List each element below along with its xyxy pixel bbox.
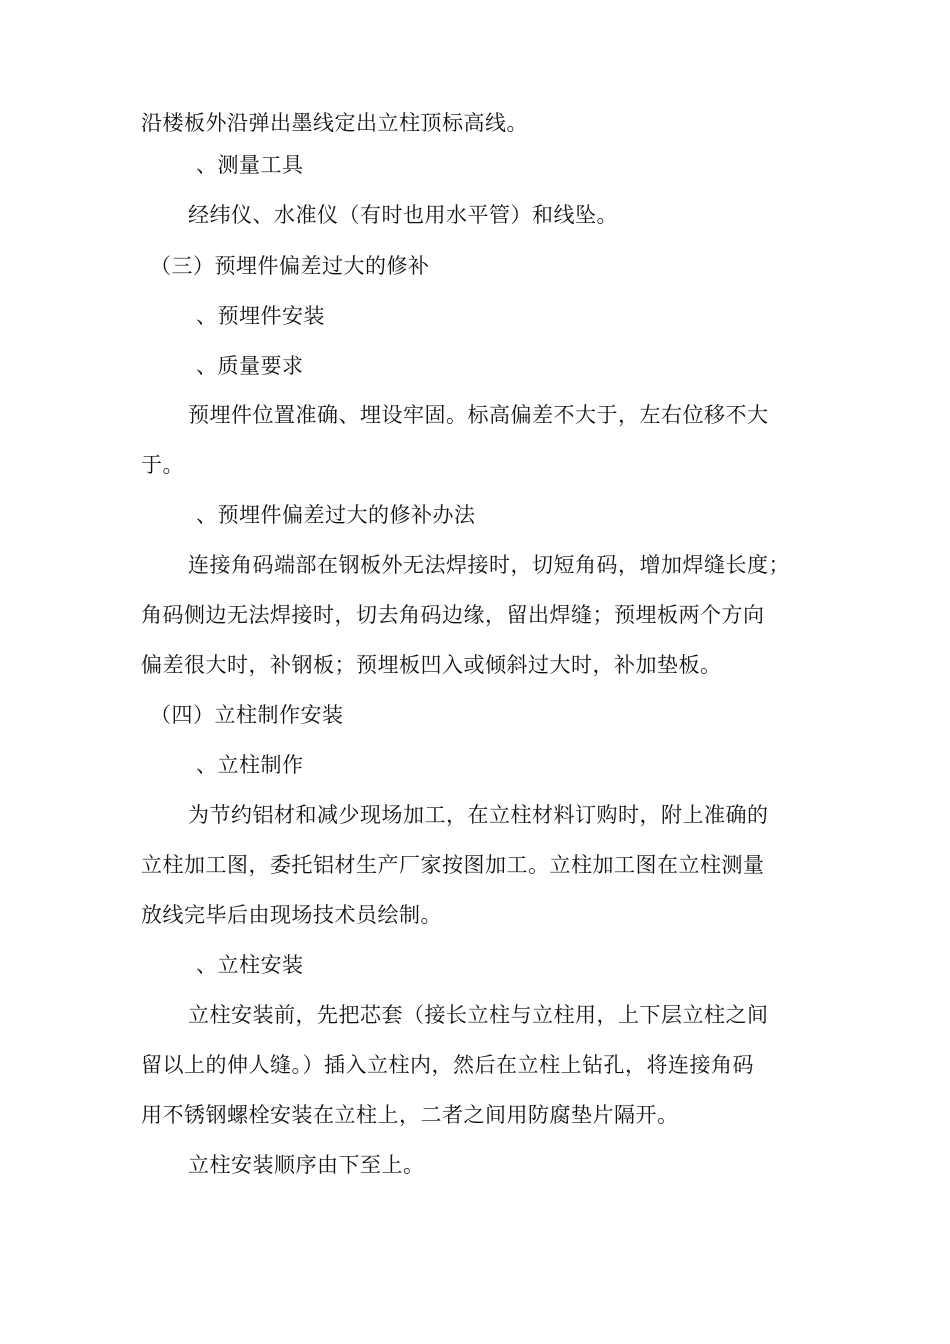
section-heading: （四）立柱制作安装 <box>150 703 344 727</box>
paragraph-line: 角码侧边无法焊接时，切去角码边缘，留出焊缝；预埋板两个方向 <box>141 603 765 627</box>
paragraph-line: 留以上的伸人缝。）插入立柱内，然后在立柱上钻孔，将连接角码 <box>141 1053 754 1077</box>
subheading: 、立柱安装 <box>196 953 304 977</box>
subheading: 、质量要求 <box>196 354 304 378</box>
subheading: 、测量工具 <box>196 153 304 177</box>
paragraph-line: 连接角码端部在钢板外无法焊接时，切短角码，增加焊缝长度； <box>188 553 790 577</box>
paragraph-line: 立柱安装前，先把芯套（接长立柱与立柱用，上下层立柱之间 <box>188 1003 769 1027</box>
paragraph-line: 沿楼板外沿弹出墨线定出立柱顶标高线。 <box>141 111 528 135</box>
paragraph-line: 立柱加工图，委托铝材生产厂家按图加工。立柱加工图在立柱测量 <box>141 853 765 877</box>
paragraph-line: 为节约铝材和减少现场加工，在立柱材料订购时，附上准确的 <box>188 803 769 827</box>
subheading: 、预埋件偏差过大的修补办法 <box>196 503 476 527</box>
paragraph-line: 用不锈钢螺栓安装在立柱上，二者之间用防腐垫片隔开。 <box>141 1103 679 1127</box>
subheading: 、立柱制作 <box>196 753 304 777</box>
paragraph-line: 预埋件位置准确、埋设牢固。标高偏差不大于，左右位移不大 <box>188 403 769 427</box>
section-heading: （三）预埋件偏差过大的修补 <box>150 254 430 278</box>
paragraph-line: 于。 <box>141 453 184 477</box>
paragraph-line: 偏差很大时，补钢板；预埋板凹入或倾斜过大时，补加垫板。 <box>141 653 722 677</box>
paragraph-line: 经纬仪、水准仪（有时也用水平管）和线坠。 <box>188 203 618 227</box>
subheading: 、预埋件安装 <box>196 304 325 328</box>
paragraph-line: 立柱安装顺序由下至上。 <box>188 1153 425 1177</box>
paragraph-line: 放线完毕后由现场技术员绘制。 <box>141 903 442 927</box>
